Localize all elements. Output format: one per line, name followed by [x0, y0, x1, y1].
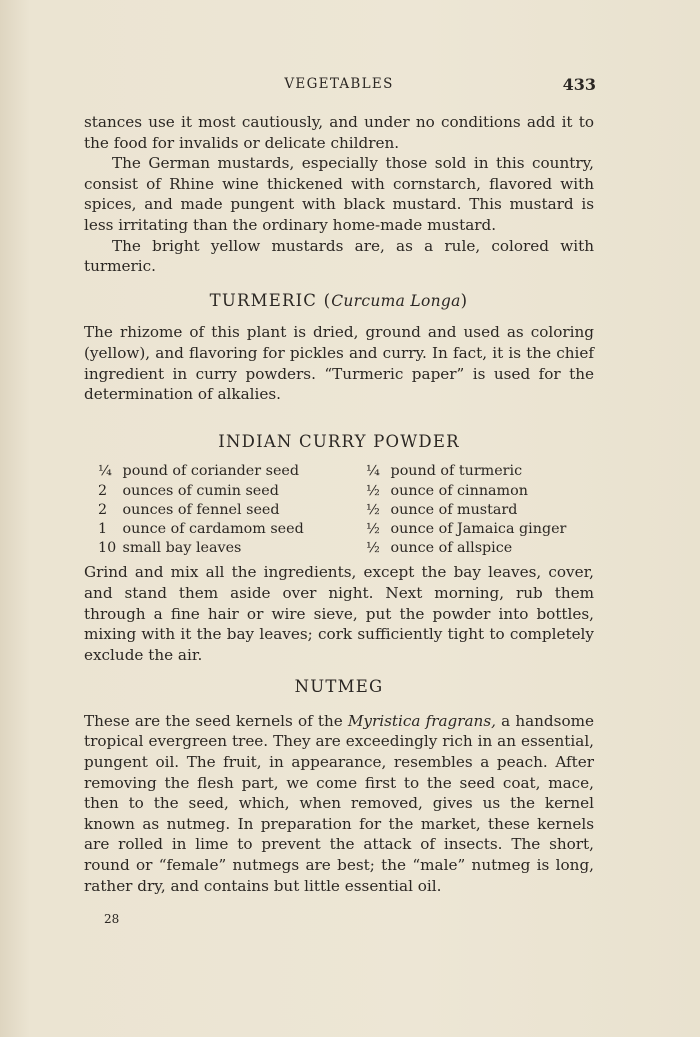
turmeric-title: TURMERIC	[209, 290, 318, 310]
ingredient-line	[366, 520, 578, 539]
ingredient-line	[366, 482, 578, 501]
curry-heading: INDIAN CURRY POWDER	[218, 431, 460, 451]
intro-paragraph-3: The bright yellow mustards are, as a rule, colored with turmeric.	[84, 236, 594, 276]
ingredient-line	[366, 501, 578, 520]
page-body	[84, 112, 594, 896]
ingredient-quantity: 1	[98, 520, 108, 537]
nutmeg-paragraph	[84, 711, 594, 896]
ingredient-line	[366, 462, 578, 481]
ingredient-quantity: 2	[98, 501, 108, 518]
ingredient-item: ounces of fennel seed	[122, 501, 280, 518]
ingredient-item: ounce of cinnamon	[390, 482, 528, 499]
ingredient-column-left	[98, 462, 366, 558]
intro-paragraph-1: stances use it most cautiously, and under no conditions add it to the food for invalids or delicate children.	[84, 113, 594, 152]
turmeric-latin-name: (Curcuma Longa)	[323, 290, 469, 310]
turmeric-paragraph: The rhizome of this plant is dried, ground and used as coloring (yellow), and flavoring for pickles and curry. In fact, it is the chief ingredient in curry powders. “Turmeric paper” is used for the determination of alkalies.	[84, 323, 594, 404]
intro-paragraph-2: The German mustards, especially those sold in this country, consist of Rhine wine thickened with cornstarch, flavored with spices, and made pungent with black mustard. This mustard is less irritating than the ordinary home-made mustard.	[84, 154, 594, 234]
ingredient-item: ounce of mustard	[390, 501, 518, 518]
running-head	[82, 76, 596, 98]
ingredient-item: small bay leaves	[122, 540, 242, 557]
ingredient-quantity: ½	[366, 540, 380, 557]
ingredient-list	[98, 462, 578, 558]
ingredient-line	[98, 520, 366, 539]
curry-method-paragraph: Grind and mix all the ingredients, except the bay leaves, cover, and stand them aside over night. Next morning, rub them through a fine hair or wire sieve, put the powder into bottles, mixing with it the bay leaves; cork sufficiently tight to completely exclude the air.	[84, 563, 594, 664]
turmeric-heading	[84, 291, 594, 312]
ingredient-line	[366, 539, 578, 558]
ingredient-item: ounce of cardamom seed	[122, 520, 304, 537]
nutmeg-heading: NUTMEG	[294, 677, 384, 697]
ingredient-quantity: 10	[98, 540, 117, 557]
ingredient-quantity: ½	[366, 482, 380, 499]
signature-mark: 28	[104, 912, 120, 926]
ingredient-item: pound of turmeric	[390, 463, 523, 480]
nutmeg-latin-name: Myristica fragrans,	[347, 711, 496, 730]
chapter-title: VEGETABLES	[284, 76, 394, 92]
ingredient-quantity: ½	[366, 501, 380, 518]
page-number: 433	[562, 75, 596, 94]
ingredient-quantity: ¼	[98, 463, 112, 480]
ingredient-line	[98, 462, 366, 481]
ingredient-line	[98, 482, 366, 501]
ingredient-item: ounces of cumin seed	[122, 482, 279, 499]
ingredient-quantity: ½	[366, 520, 380, 537]
ingredient-line	[98, 539, 366, 558]
turmeric-latin: Curcuma Longa	[331, 291, 461, 310]
ingredient-item: ounce of Jamaica ginger	[390, 520, 567, 537]
nutmeg-text-start: These are the seed kernels of the	[84, 711, 348, 730]
nutmeg-text-rest: a handsome tropical evergreen tree. They are exceedingly rich in an essential, pungent oil. The fruit, in appearance, resembles a peach. After removing the flesh part, we come first to the seed coat, mace, then to the seed, which, when removed, gives us the kernel known as nutmeg. In preparation for the market, these kernels are rolled in lime to prevent the attack of insects. The short, round or “female” nutmegs are best; the “male” nutmeg is long, rather dry, and contains but little essential oil.	[84, 711, 594, 895]
ingredient-quantity: ¼	[366, 463, 380, 480]
ingredient-column-right	[366, 462, 578, 558]
ingredient-item: pound of coriander seed	[122, 463, 300, 480]
ingredient-quantity: 2	[98, 482, 108, 499]
ingredient-line	[98, 501, 366, 520]
ingredient-item: ounce of allspice	[390, 540, 513, 557]
